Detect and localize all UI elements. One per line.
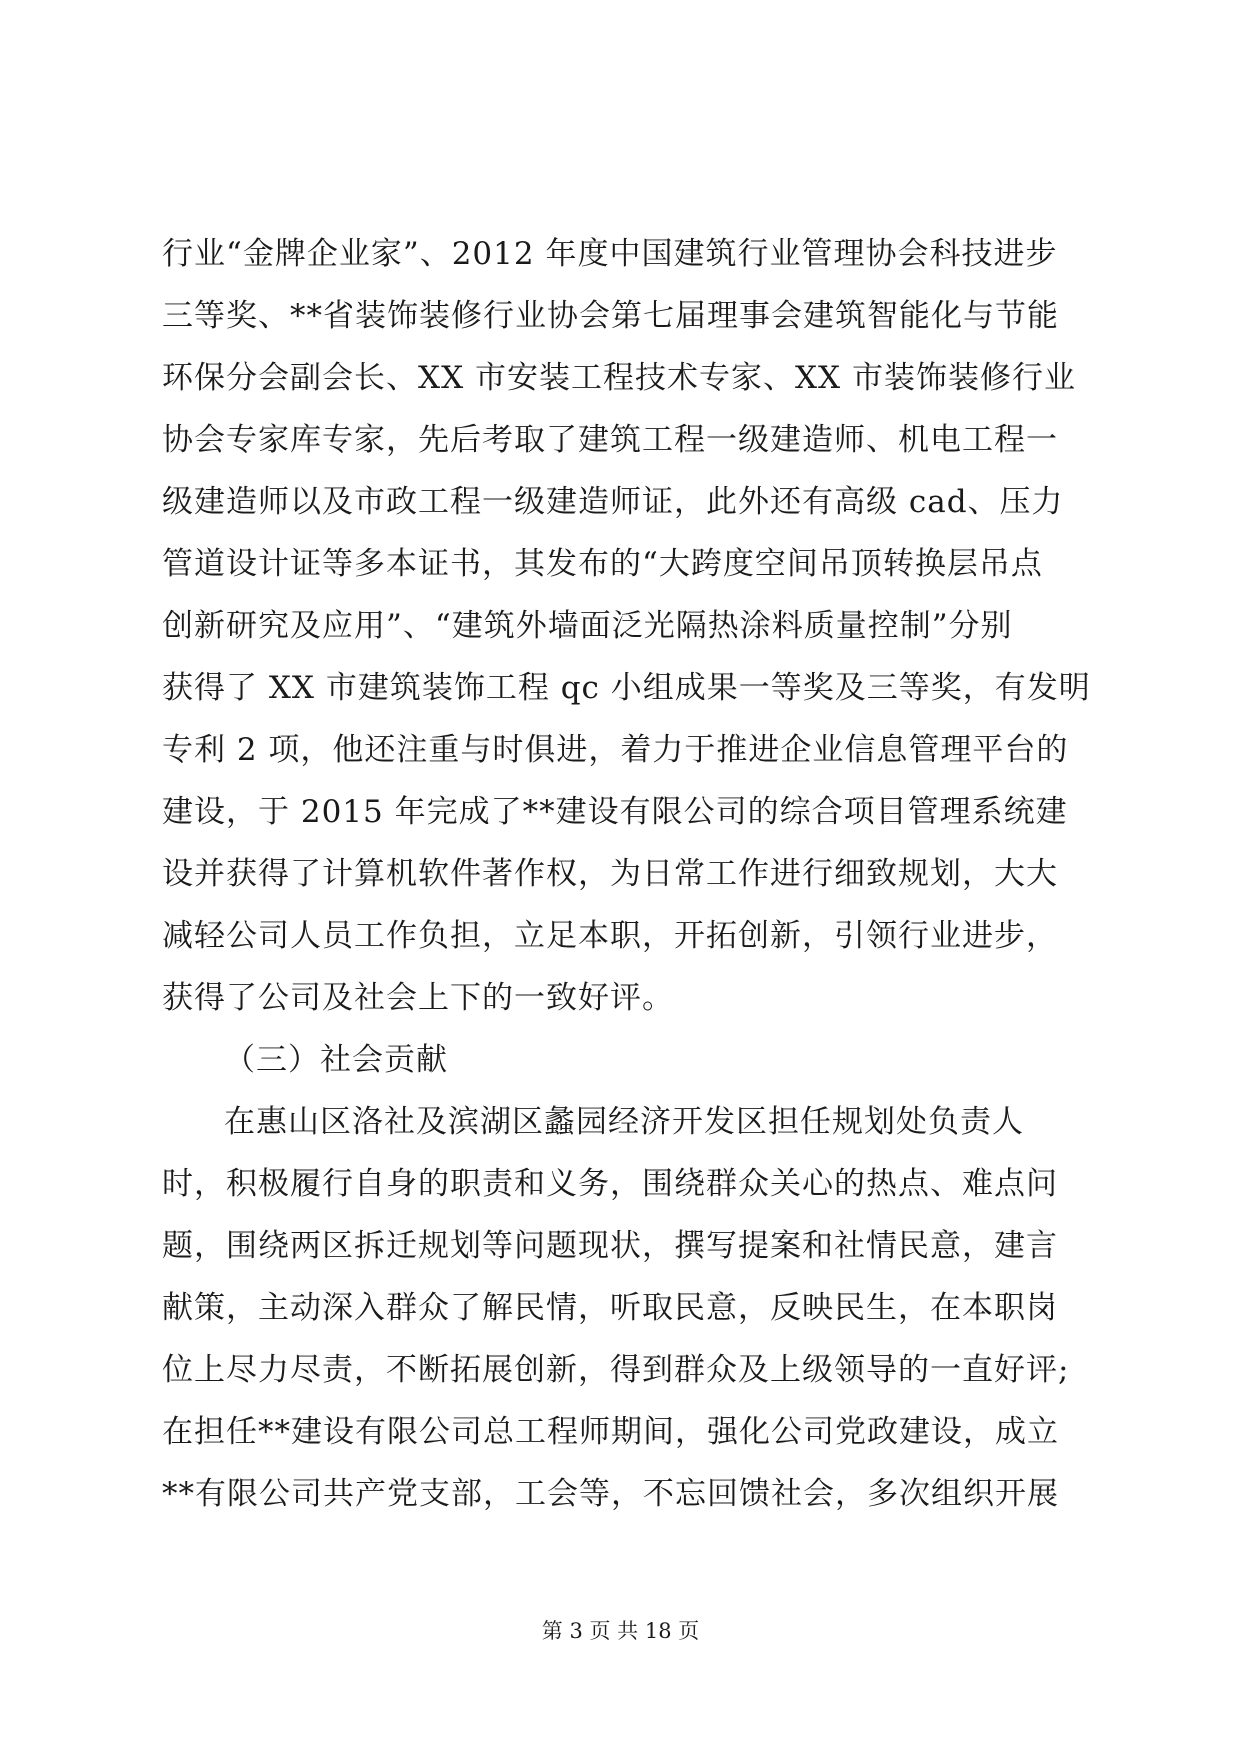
- text-line: 环保分会副会长、XX 市安装工程技术专家、XX 市装饰装修行业: [162, 360, 1076, 396]
- text-line: 获得了公司及社会上下的一致好评。: [162, 980, 674, 1016]
- text-line: 减轻公司人员工作负担，立足本职，开拓创新，引领行业进步，: [162, 918, 1058, 954]
- text-line: 题，围绕两区拆迁规划等问题现状，撰写提案和社情民意，建言: [162, 1228, 1058, 1264]
- text-line: 级建造师以及市政工程一级建造师证，此外还有高级 cad、压力: [162, 484, 1064, 520]
- text-line: 时，积极履行自身的职责和义务，围绕群众关心的热点、难点问: [162, 1166, 1058, 1202]
- text-line: 建设，于 2015 年完成了**建设有限公司的综合项目管理系统建: [162, 794, 1068, 830]
- text-line: 在担任**建设有限公司总工程师期间，强化公司党政建设，成立: [162, 1414, 1059, 1450]
- text-line: 位上尽力尽责，不断拓展创新，得到群众及上级领导的一直好评;: [162, 1352, 1070, 1388]
- text-line: 协会专家库专家，先后考取了建筑工程一级建造师、机电工程一: [162, 422, 1058, 458]
- text-line: 献策，主动深入群众了解民情，听取民意，反映民生，在本职岗: [162, 1290, 1058, 1326]
- text-line: 专利 2 项，他还注重与时俱进，着力于推进企业信息管理平台的: [162, 732, 1069, 768]
- section-heading: （三）社会贡献: [224, 1042, 448, 1078]
- page-footer: 第 3 页 共 18 页: [541, 1619, 700, 1643]
- text-line: 三等奖、**省装饰装修行业协会第七届理事会建筑智能化与节能: [162, 298, 1059, 334]
- body-text: [162, 223, 1091, 1525]
- text-line: 创新研究及应用”、“建筑外墙面泛光隔热涂料质量控制”分别: [162, 608, 1013, 644]
- text-line: 在惠山区洛社及滨湖区蠡园经济开发区担任规划处负责人: [224, 1104, 1024, 1140]
- text-line: 管道设计证等多本证书，其发布的“大跨度空间吊顶转换层吊点: [162, 546, 1043, 582]
- text-line: 行业“金牌企业家”、2012 年度中国建筑行业管理协会科技进步: [162, 236, 1058, 272]
- text-line: 设并获得了计算机软件著作权，为日常工作进行细致规划，大大: [162, 856, 1058, 892]
- text-line: 获得了 XX 市建筑装饰工程 qc 小组成果一等奖及三等奖，有发明: [162, 670, 1091, 706]
- text-line: **有限公司共产党支部，工会等，不忘回馈社会，多次组织开展: [162, 1476, 1059, 1512]
